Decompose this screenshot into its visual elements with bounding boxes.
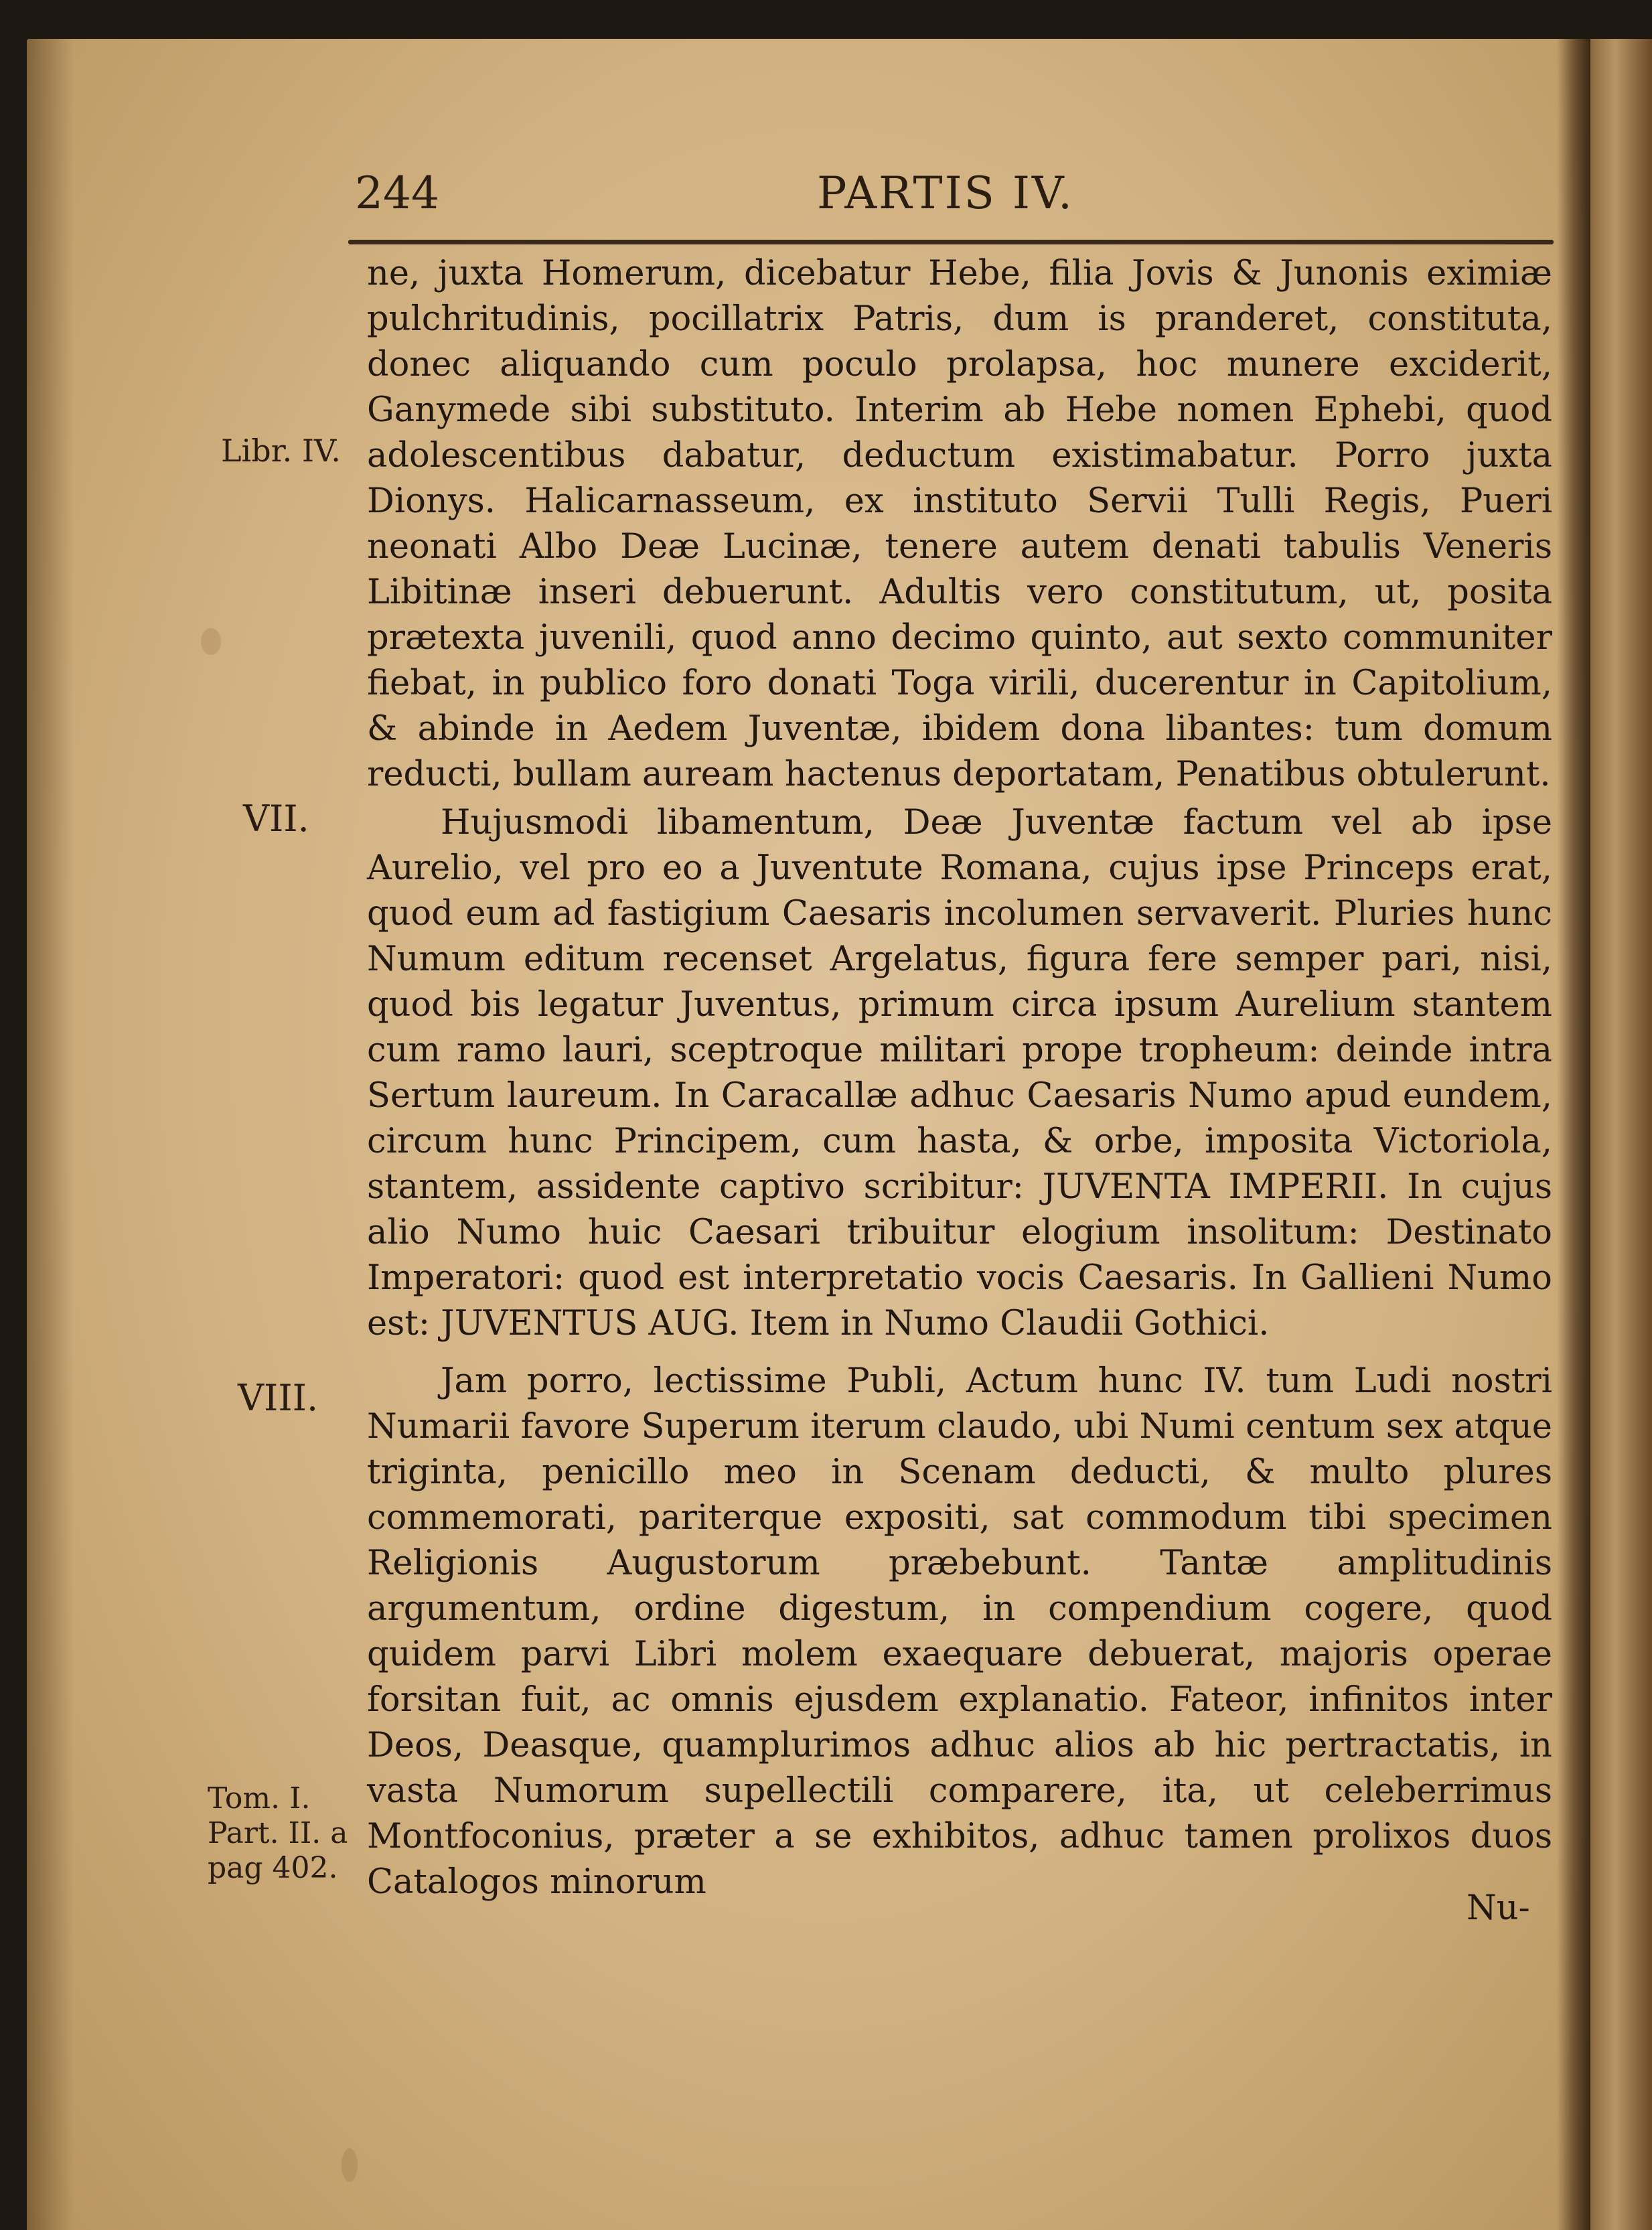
running-title: PARTIS IV.: [817, 167, 1075, 219]
margin-ref-line: Tom. I.: [208, 1781, 311, 1815]
paragraph-section-viii: Jam porro, lectissime Publi, Actum hunc IV. tum Ludi nostri Numarii favore Superum iterum claudo, ubi Numi centum sex atque triginta, penicillo meo in Scenam deducti, & multo plures commemorati, pariterque expositi, sat commodum tibi specimen Religionis Augustorum præbebunt. Tantæ amplitudinis argumentum, ordine digestum, in compendium cogere, quod quidem parvi Libri molem exaequare debuerat, majoris operae forsitan fuit, ac omnis ejusdem explanatio. Fateor, infinitos inter Deos, Deasque, quamplurimos adhuc alios ab hic pertractatis, in vasta Numorum supellectili comparere, ita, ut celeberrimus Montfoconius, præter a se exhibitos, adhuc tamen prolixos duos Catalogos minorum: [367, 1361, 1552, 1902]
margin-ref-line: Part. II. a: [208, 1816, 348, 1850]
margin-note-reference: [208, 1781, 348, 1886]
paragraph-section-vii: Hujusmodi libamentum, Deæ Juventæ factum vel ab ipse Aurelio, vel pro eo a Juventute Romana, cujus ipse Princeps erat, quod eum ad fastigium Caesaris incolumen servaverit. Pluries hunc Numum editum recenset Argelatus, figura fere semper pari, nisi, quod bis legatur Juventus, primum circa ipsum Aurelium stantem cum ramo lauri, sceptroque militari prope tropheum: deinde intra Sertum laureum. In Caracallæ adhuc Caesaris Numo apud eundem, circum hunc Principem, cum hasta, & orbe, imposita Victoriola, stantem, assidente captivo scribitur: JUVENTA IMPERII. In cujus alio Numo huic Caesari tribuitur elogium insolitum: Destinato Imperatori: quod est interpretatio vocis Caesaris. In Gallieni Numo est: JUVENTUS AUG. Item in Numo Claudii Gothici.: [367, 803, 1552, 1343]
margin-note-libr: Libr. IV.: [221, 433, 341, 469]
margin-section-vii: VII.: [243, 798, 309, 840]
margin-ref-line: pag 402.: [208, 1851, 338, 1885]
catchword: Nu-: [1467, 1888, 1530, 1928]
body-text: [367, 251, 1552, 1905]
book-gutter: [1557, 39, 1590, 2230]
paper-stain: [201, 628, 221, 655]
page-edge-shadow: [27, 39, 74, 2230]
page-header: [0, 167, 1594, 221]
page-number: 244: [355, 167, 439, 219]
paper-stain: [342, 2148, 358, 2182]
facing-page-edge: [1590, 39, 1652, 2230]
paragraph-continuation: ne, juxta Homerum, dicebatur Hebe, filia Jovis & Junonis eximiæ pulchritudinis, pocillatrix Patris, dum is pranderet, constituta, donec aliquando cum poculo prolapsa, hoc munere exciderit, Ganymede sibi substituto. Interim ab Hebe nomen Ephebi, quod adolescentibus dabatur, deductum existimabatur. Porro juxta Dionys. Halicarnasseum, ex instituto Servii Tulli Regis, Pueri neonati Albo Deæ Lucinæ, tenere autem denati tabulis Veneris Libitinæ inseri debuerunt. Adultis vero constitutum, ut, posita prætexta juvenili, quod anno decimo quinto, aut sexto communiter fiebat, in publico foro donati Toga virili, ducerentur in Capitolium, & abinde in Aedem Juventæ, ibidem dona libantes: tum domum reducti, bullam auream hactenus deportatam, Penatibus obtulerunt.: [367, 254, 1552, 794]
header-rule: [348, 240, 1554, 244]
margin-section-viii: VIII.: [238, 1377, 319, 1419]
